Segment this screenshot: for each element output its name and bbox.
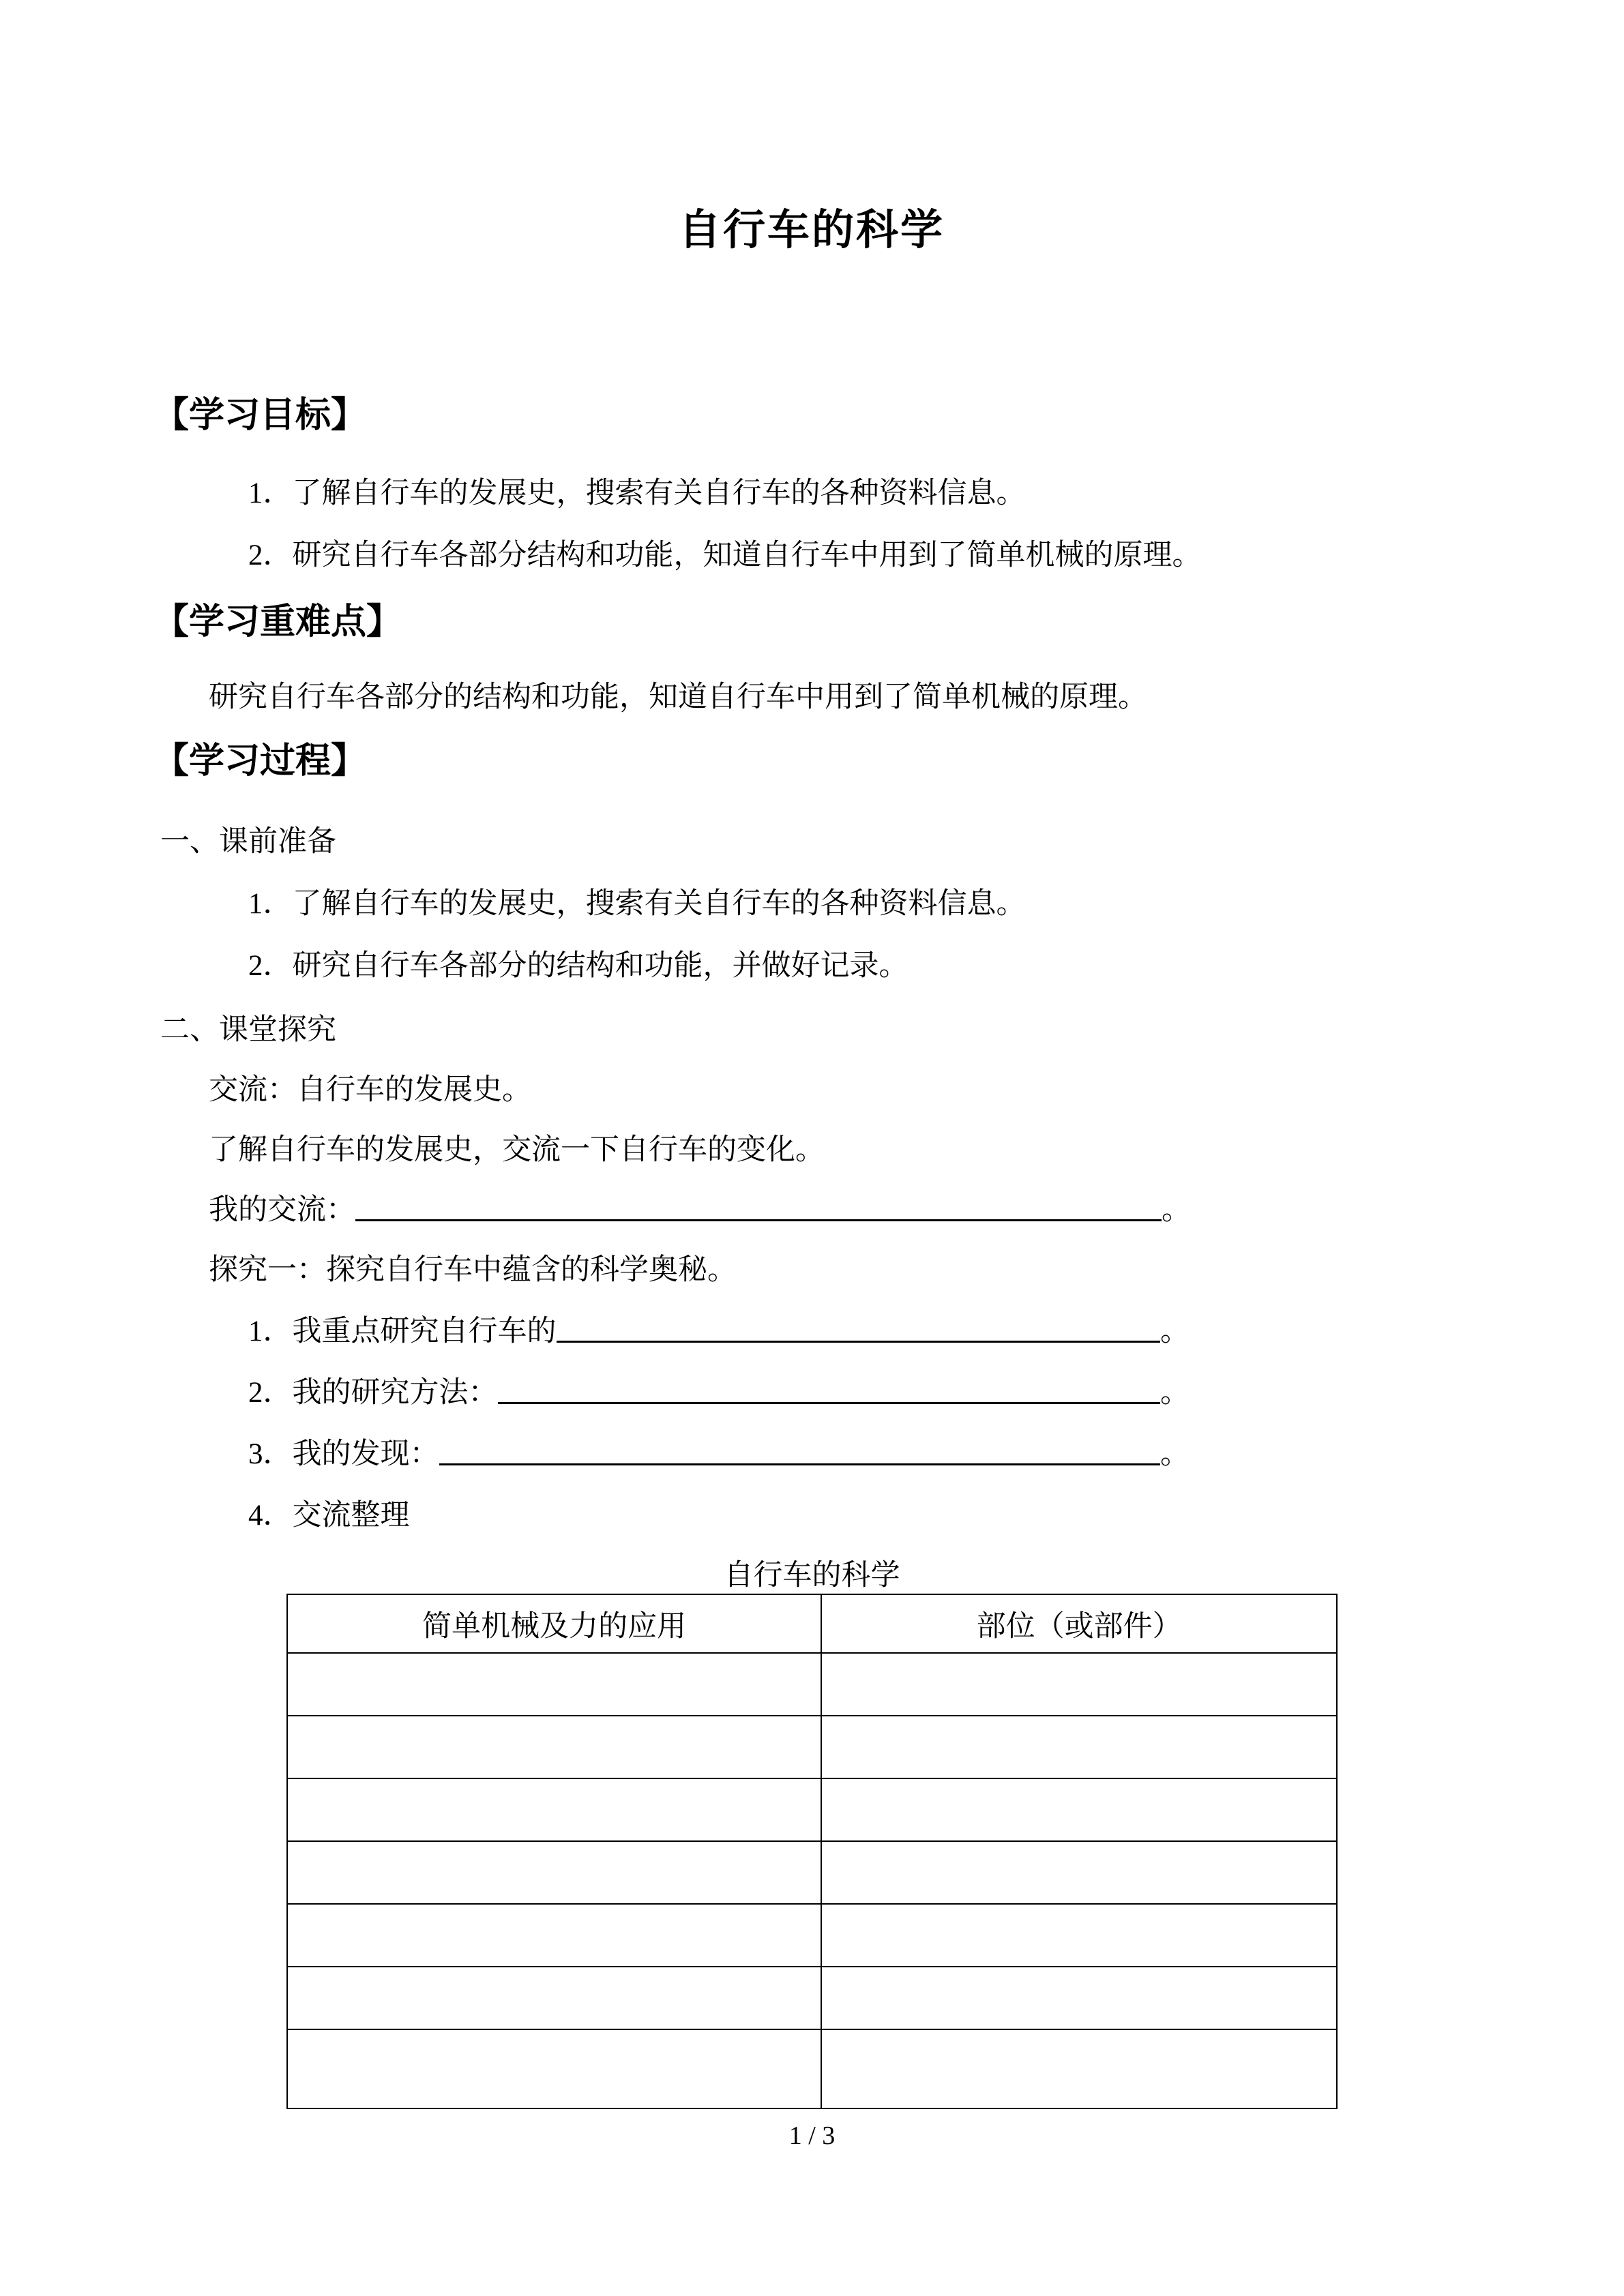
table-cell [287, 1967, 821, 2029]
table-cell [821, 1904, 1337, 1967]
table-cell [287, 1778, 821, 1841]
goal-item-2: 2．研究自行车各部分结构和功能，知道自行车中用到了简单机械的原理。 [248, 539, 1202, 571]
page-footer: 1 / 3 [788, 2121, 836, 2150]
fill-line-suffix: 。 [1162, 1194, 1191, 1226]
table-cell [287, 1716, 821, 1778]
table-row [287, 1841, 1337, 1904]
table-cell [287, 2029, 821, 2108]
fill-line-label: 1．我重点研究自行车的 [248, 1315, 557, 1347]
table-row [287, 1653, 1337, 1716]
table-cell [821, 1841, 1337, 1904]
heading-goals: 【学习目标】 [153, 396, 367, 435]
key-points-body: 研究自行车各部分的结构和功能，知道自行车中用到了简单机械的原理。 [209, 681, 1147, 713]
explore-item-summary: 4．交流整理 [248, 1500, 410, 1532]
table-row [287, 1967, 1337, 2029]
worksheet-table [286, 1594, 1338, 2109]
heading-process: 【学习过程】 [153, 742, 367, 781]
explore-line-history: 了解自行车的发展史，交流一下自行车的变化。 [209, 1134, 825, 1166]
table-body [287, 1653, 1337, 2108]
table-header-row [287, 1594, 1337, 1653]
blank-underline [439, 1463, 1161, 1465]
table-cell [821, 1967, 1337, 2029]
table-row [287, 1904, 1337, 1967]
prep-item-2: 2．研究自行车各部分的结构和功能，并做好记录。 [248, 950, 909, 982]
table-cell [287, 1904, 821, 1967]
section-prep-heading: 一、课前准备 [160, 826, 336, 858]
table-cell [287, 1653, 821, 1716]
blank-underline [557, 1341, 1161, 1343]
prep-item-1: 1．了解自行车的发展史，搜索有关自行车的各种资料信息。 [248, 888, 1026, 920]
table-row [287, 2029, 1337, 2108]
table-row [287, 1778, 1337, 1841]
fill-line-suffix: 。 [1160, 1438, 1190, 1470]
blank-underline [498, 1402, 1161, 1404]
fill-line-finding [248, 1440, 1190, 1470]
table-title: 自行车的科学 [724, 1560, 900, 1592]
heading-key-points: 【学习重难点】 [153, 603, 402, 642]
fill-line-exchange [209, 1195, 1191, 1225]
fill-line-focus [248, 1317, 1190, 1347]
table-header-cell-mechanics: 简单机械及力的应用 [287, 1594, 821, 1653]
fill-line-label: 3．我的发现： [248, 1438, 439, 1470]
fill-line-label: 2．我的研究方法： [248, 1377, 498, 1409]
explore-line-exchange: 交流：自行车的发展史。 [209, 1074, 531, 1106]
goal-item-1: 1．了解自行车的发展史，搜索有关自行车的各种资料信息。 [248, 477, 1026, 509]
table-cell [821, 1653, 1337, 1716]
table-row [287, 1716, 1337, 1778]
section-explore-heading: 二、课堂探究 [160, 1014, 336, 1046]
table-header-cell-parts: 部位（或部件） [821, 1594, 1337, 1653]
doc-title: 自行车的科学 [678, 207, 945, 254]
table-cell [821, 2029, 1337, 2108]
probe-heading: 探究一：探究自行车中蕴含的科学奥秘。 [209, 1254, 737, 1286]
table-cell [821, 1778, 1337, 1841]
fill-line-suffix: 。 [1160, 1315, 1190, 1347]
blank-underline [355, 1219, 1162, 1221]
worksheet [286, 1561, 1338, 2109]
fill-line-suffix: 。 [1160, 1377, 1190, 1409]
table-cell [821, 1716, 1337, 1778]
fill-line-label: 我的交流： [209, 1194, 355, 1226]
fill-line-method [248, 1378, 1190, 1408]
table-cell [287, 1841, 821, 1904]
